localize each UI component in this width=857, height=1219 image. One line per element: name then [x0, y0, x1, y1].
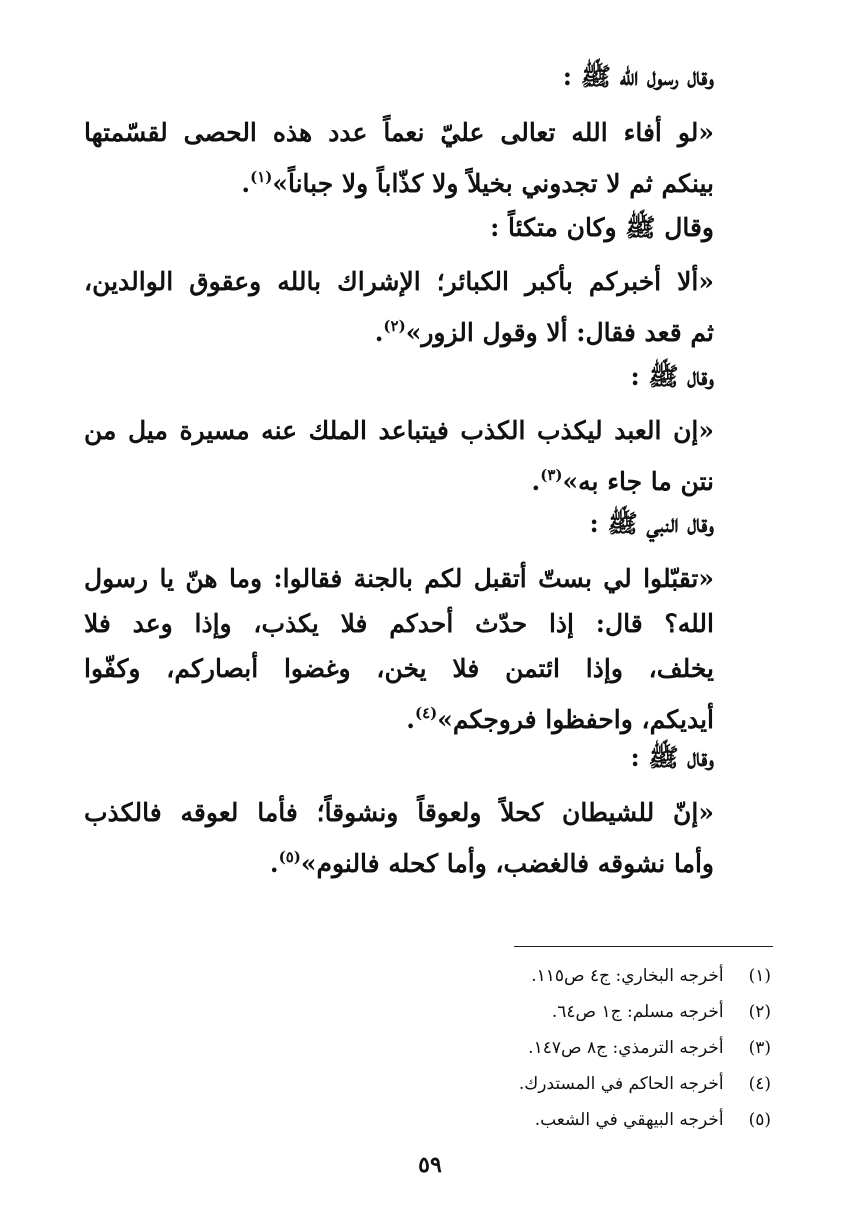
period: .: [374, 318, 384, 347]
footnote-2: [371, 994, 771, 1030]
footnote-ref-1: (١): [250, 168, 273, 186]
hadith-1: [84, 110, 714, 206]
hadith-3-line-2-text: نتن ما جاء به»: [562, 467, 714, 496]
hadith-4-line-1: «تقبّلوا لي بستّ أتقبل لكم بالجنة فقالوا: وما هنّ يا رسول: [84, 564, 714, 593]
footnote-ref-4: (٤): [414, 704, 438, 722]
footnote-5: [371, 1102, 771, 1138]
period: .: [531, 467, 541, 496]
footnote-ref-5: (٥): [278, 848, 301, 866]
hadith-5-line-2: [84, 835, 714, 886]
footnote-number: (٣): [748, 1038, 771, 1058]
footnotes: [371, 958, 771, 1138]
period: .: [269, 849, 279, 878]
hadith-1-line-2: [84, 155, 714, 206]
footnote-number: (٢): [748, 1002, 771, 1022]
hadith-3-line-1: «إن العبد ليكذب الكذب فيتباعد الملك عنه مسيرة ميل من: [84, 416, 714, 445]
hadith-3-line-2: [84, 453, 714, 504]
intro-2: وقال ﷺ وكان متكئاً :: [490, 213, 714, 242]
hadith-5-line-1: «إنّ للشيطان كحلاً ولعوقاً ونشوقاً؛ فأما لعوقه فالكذب: [84, 798, 714, 827]
hadith-4-line-2: الله؟ قال: إذا حدّث أحدكم فلا يكذب، وإذا وعد فلا: [84, 609, 714, 638]
hadith-4-line-3: يخلف، وإذا ائتمن فلا يخن، وغضوا أبصاركم، وكفّوا: [84, 654, 714, 683]
hadith-4-line-4: [84, 691, 714, 742]
footnote-text: أخرجه مسلم: ج١ ص٦٤.: [551, 1002, 724, 1022]
footnote-3: [371, 1030, 771, 1066]
hadith-1-line-1: «لو أفاء الله تعالى عليّ نعماً عدد هذه الحصى لقسّمتها: [84, 118, 714, 147]
footnote-ref-2: (٢): [383, 317, 406, 335]
intro-5: وقال ﷺ :: [630, 743, 714, 772]
footnote-ref-3: (٣): [540, 466, 563, 484]
hadith-4-line-4-text: أيديكم، واحفظوا فروجكم»: [437, 705, 714, 734]
footnote-separator: [514, 946, 773, 947]
footnote-number: (٥): [748, 1110, 771, 1130]
hadith-3: [84, 408, 714, 504]
footnote-text: أخرجه الحاكم في المستدرك.: [518, 1074, 724, 1094]
hadith-2-line-1: «ألا أخبركم بأكبر الكبائر؛ الإشراك بالله وعقوق الوالدين،: [84, 267, 714, 296]
period: .: [406, 705, 415, 734]
hadith-4: [84, 556, 714, 742]
page-number: ٥٩: [418, 1152, 442, 1178]
intro-3: وقال ﷺ :: [630, 362, 714, 391]
hadith-5-line-2-text: وأما نشوقه فالغضب، وأما كحله فالنوم»: [300, 849, 714, 878]
hadith-2-line-2-text: ثم قعد فقال: ألا وقول الزور»: [405, 318, 714, 347]
intro-1: وقال رسول الله ﷺ :: [562, 62, 714, 91]
hadith-2-line-2: [84, 304, 714, 355]
intro-4: وقال النبي ﷺ :: [589, 509, 714, 538]
footnote-text: أخرجه البخاري: ج٤ ص١١٥.: [531, 966, 724, 986]
footnote-4: [371, 1066, 771, 1102]
footnote-number: (٤): [748, 1074, 771, 1094]
footnote-text: أخرجه الترمذي: ج٨ ص١٤٧.: [528, 1038, 724, 1058]
hadith-5: [84, 790, 714, 886]
footnote-text: أخرجه البيهقي في الشعب.: [534, 1110, 724, 1130]
hadith-2: [84, 259, 714, 355]
footnote-number: (١): [748, 966, 771, 986]
hadith-1-line-2-text: بينكم ثم لا تجدوني بخيلاً ولا كذّاباً ولا جباناً»: [272, 169, 714, 198]
period: .: [241, 169, 251, 198]
footnote-1: [371, 958, 771, 994]
